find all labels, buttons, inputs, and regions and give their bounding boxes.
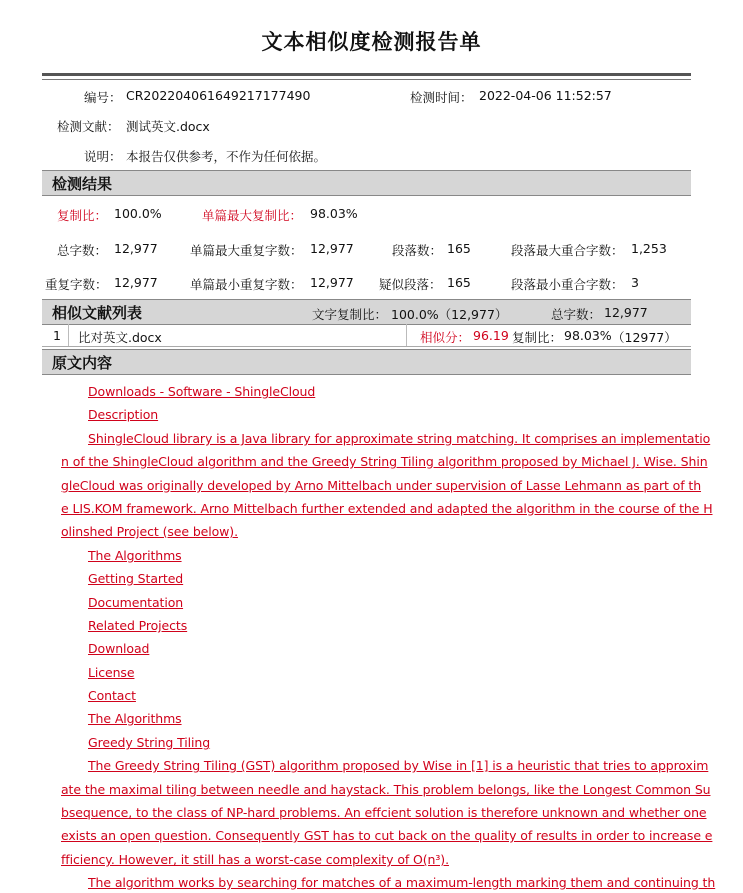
- results-title: 检测结果: [52, 175, 113, 193]
- content-line[interactable]: exists an open question. Consequently GST has to cut back on the quality of results in order to increase e: [61, 828, 713, 843]
- content-line[interactable]: License: [88, 665, 135, 680]
- para-max-overlap-label: 段落最大重合字数：: [511, 243, 624, 258]
- row-count: （12977）: [612, 330, 677, 345]
- row-index: 1: [53, 328, 61, 343]
- total-chars-value: 12,977: [114, 241, 158, 256]
- para-min-overlap-label: 段落最小重合字数：: [511, 277, 624, 292]
- id-value: CR202204061649217177490: [126, 88, 311, 103]
- content-line[interactable]: gleCloud was originally developed by Arno Mittelbach under supervision of Lasse Lehmann as part of th: [61, 478, 702, 493]
- similar-row[interactable]: [42, 324, 691, 347]
- content-line[interactable]: bsequence, to the class of NP-hard problems. An effcient solution is therefore unknown and whether one: [61, 805, 707, 820]
- content-line[interactable]: Getting Started: [88, 571, 184, 586]
- original-section-header: [42, 349, 691, 375]
- time-value: 2022-04-06 11:52:57: [479, 88, 612, 103]
- max-repeat-value: 12,977: [310, 241, 354, 256]
- row-copy-value: 98.03%: [564, 328, 612, 343]
- content-line[interactable]: Related Projects: [88, 618, 188, 633]
- note-label: 说明：: [84, 149, 122, 164]
- header-divider-thin: [42, 79, 691, 80]
- id-label: 编号：: [84, 90, 122, 105]
- content-line[interactable]: ShingleCloud library is a Java library for approximate string matching. It comprises an implementatio: [88, 431, 711, 446]
- note-value: 本报告仅供参考，不作为任何依据。: [126, 149, 327, 164]
- content-line[interactable]: Description: [88, 407, 159, 422]
- copy-ratio-label: 复制比：: [57, 208, 108, 223]
- max-single-label: 单篇最大复制比：: [202, 208, 303, 223]
- content-line[interactable]: The Algorithms: [88, 548, 182, 563]
- para-count-value: 165: [447, 241, 471, 256]
- time-label: 检测时间：: [410, 90, 473, 105]
- content-line[interactable]: ate the maximal tiling between needle and haystack. This problem belongs, like the Longest Common Su: [61, 782, 711, 797]
- similar-section-header: [42, 299, 691, 325]
- max-repeat-label: 单篇最大重复字数：: [190, 243, 303, 258]
- content-line[interactable]: olinshed Project (see below).: [61, 524, 238, 539]
- total-value: 12,977: [604, 305, 648, 320]
- para-max-overlap-value: 1,253: [631, 241, 667, 256]
- original-title: 原文内容: [52, 354, 113, 372]
- header-divider: [42, 73, 691, 76]
- total-chars-label: 总字数：: [57, 243, 108, 258]
- content-line[interactable]: Download: [88, 641, 150, 656]
- doc-label: 检测文献：: [57, 119, 120, 134]
- content-line[interactable]: The algorithm works by searching for matches of a maximum-length marking them and continuing th: [88, 875, 716, 890]
- max-single-value: 98.03%: [310, 206, 358, 221]
- para-count-label: 段落数：: [392, 243, 443, 258]
- row-doc-name[interactable]: 比对英文.docx: [78, 330, 162, 345]
- content-line[interactable]: fficiency. However, it still has a worst-case complexity of O(n³).: [61, 852, 449, 867]
- content-line[interactable]: Greedy String Tiling: [88, 735, 211, 750]
- similar-title: 相似文献列表: [52, 304, 143, 322]
- doc-value: 测试英文.docx: [126, 119, 210, 134]
- min-repeat-value: 12,977: [310, 275, 354, 290]
- para-min-overlap-value: 3: [631, 275, 639, 290]
- row-score-value: 96.19: [473, 328, 509, 343]
- row-score-label: 相似分：: [420, 330, 471, 345]
- content-line[interactable]: n of the ShingleCloud algorithm and the Greedy String Tiling algorithm proposed by Michael J. Wise. Shin: [61, 454, 708, 469]
- min-repeat-label: 单篇最小重复字数：: [190, 277, 303, 292]
- results-section-header: [42, 170, 691, 196]
- repeat-chars-value: 12,977: [114, 275, 158, 290]
- suspect-para-value: 165: [447, 275, 471, 290]
- text-copy-label: 文字复制比：: [312, 307, 388, 322]
- total-label: 总字数：: [551, 307, 602, 322]
- content-line[interactable]: Contact: [88, 688, 136, 703]
- content-line[interactable]: The Algorithms: [88, 711, 182, 726]
- content-line[interactable]: Downloads - Software - ShingleCloud: [88, 384, 316, 399]
- copy-ratio-value: 100.0%: [114, 206, 162, 221]
- content-line[interactable]: Documentation: [88, 595, 184, 610]
- report-title: 文本相似度检测报告单: [261, 30, 482, 54]
- text-copy-value: 100.0%（12,977）: [391, 307, 508, 322]
- suspect-para-label: 疑似段落：: [379, 277, 442, 292]
- row-copy-label: 复制比：: [512, 330, 563, 345]
- repeat-chars-label: 重复字数：: [45, 277, 108, 292]
- content-line[interactable]: The Greedy String Tiling (GST) algorithm proposed by Wise in [1] is a heuristic that tries to approxim: [88, 758, 709, 773]
- content-line[interactable]: e LIS.KOM framework. Arno Mittelbach further extended and adapted the algorithm in the course of the H: [61, 501, 713, 516]
